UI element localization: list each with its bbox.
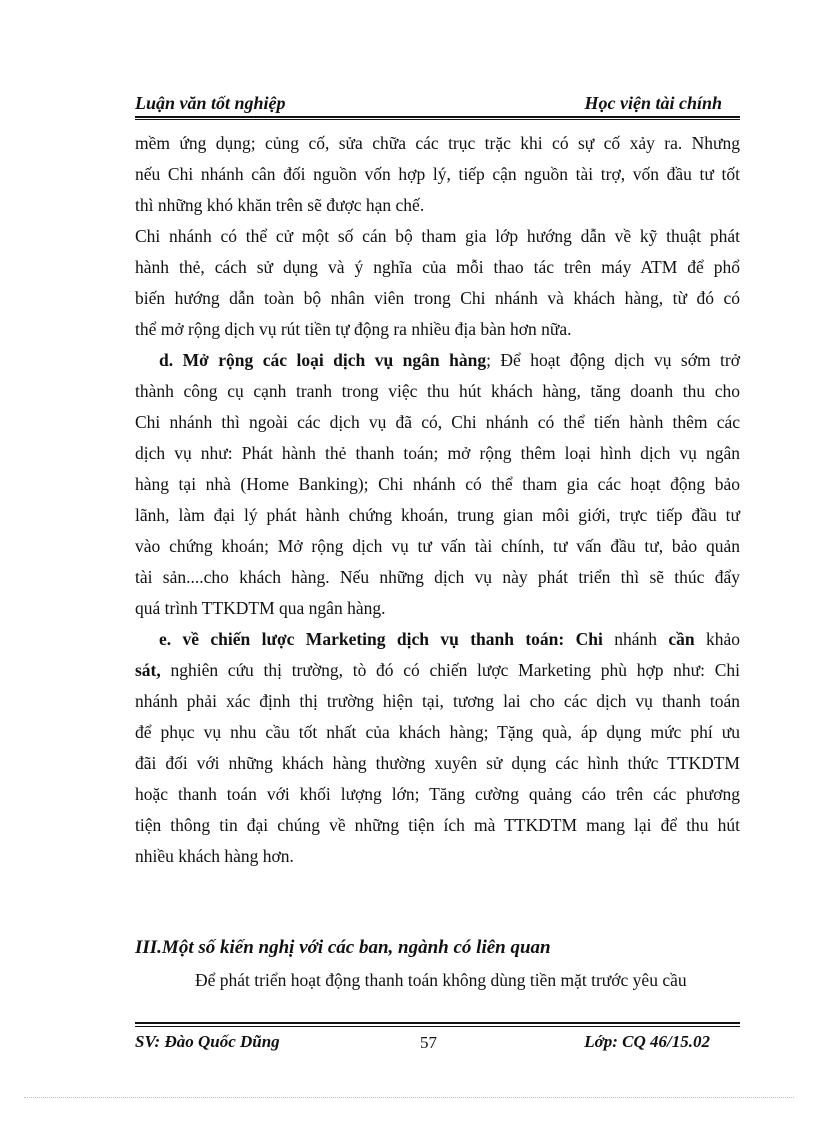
page-header (135, 93, 740, 117)
text-line: hoặc thanh toán với khối lượng lớn; Tăng cường quảng cáo trên các phương (135, 784, 740, 804)
footer-class: Lớp: CQ 46/15.02 (584, 1032, 710, 1051)
text-line: đãi đối với những khách hàng thường xuyên sử dụng các hình thức TTKDTM (135, 753, 740, 773)
section-heading: III.Một số kiến nghị với các ban, ngành có liên quan (135, 937, 551, 958)
text-line: tiện thông tin đại chúng về những tiện ích mà TTKDTM mang lại để thu hút (135, 815, 740, 835)
text-line: thể mở rộng dịch vụ rút tiền tự động ra nhiều địa bàn hơn nữa. (135, 319, 572, 339)
text-line: nếu Chi nhánh cân đối nguồn vốn hợp lý, tiếp cận nguồn tài trợ, vốn đầu tư tốt (135, 164, 740, 184)
text-fragment-bold: cần (668, 629, 695, 649)
text-line: thành công cụ cạnh tranh trong việc thu hút khách hàng, tăng doanh thu cho (135, 381, 740, 401)
text-line: Chi nhánh thì ngoài các dịch vụ đã có, Chi nhánh có thể tiến hành thêm các (135, 412, 740, 432)
header-institution: Học viện tài chính (584, 93, 722, 113)
text-line: Chi nhánh có thể cử một số cán bộ tham gia lớp hướng dẫn về kỹ thuật phát (135, 226, 740, 246)
text-line: dịch vụ như: Phát hành thẻ thanh toán; mở rộng thêm loại hình dịch vụ ngân (135, 443, 740, 463)
footer-rule-thin (135, 1026, 740, 1027)
footer-rule-thick (135, 1022, 740, 1024)
subsection-heading-d: d. Mở rộng các loại dịch vụ ngân hàng (159, 350, 487, 370)
text-line: hành thẻ, cách sử dụng và ý nghĩa của mỗi thao tác trên máy ATM để phổ (135, 257, 740, 277)
text-line: biến hướng dẫn toàn bộ nhân viên trong Chi nhánh và khách hàng, từ đó có (135, 288, 740, 308)
text-fragment: nghiên cứu thị trường, tò đó có chiến lược Marketing phù hợp như: Chi (160, 660, 740, 680)
text-fragment: ; Để hoạt động dịch vụ sớm trở (486, 350, 740, 370)
text-line: vào chứng khoán; Mở rộng dịch vụ tư vấn tài chính, tư vấn đầu tư, bảo quản (135, 536, 740, 556)
text-fragment: khảo (694, 629, 740, 649)
text-line: để phục vụ nhu cầu tốt nhất của khách hàng; Tặng quà, áp dụng mức phí ưu (135, 722, 740, 742)
text-line: nhánh phải xác định thị trường hiện tại, tương lai cho các dịch vụ thanh toán (135, 691, 740, 711)
body-text (135, 128, 740, 872)
page-number: 57 (420, 1033, 437, 1052)
text-line: thì những khó khăn trên sẽ được hạn chế. (135, 195, 425, 215)
text-line: mềm ứng dụng; củng cố, sửa chữa các trục trặc khi có sự cố xảy ra. Nhưng (135, 133, 740, 153)
header-rule-thin (135, 119, 740, 120)
header-thesis-title: Luận văn tốt nghiệp (135, 93, 286, 113)
footer-student-name: SV: Đào Quốc Dũng (135, 1032, 280, 1051)
text-line: quá trình TTKDTM qua ngân hàng. (135, 598, 386, 618)
subsection-heading-e: e. về chiến lược Marketing dịch vụ thanh toán: Chi (159, 629, 603, 649)
text-line (135, 624, 740, 655)
page-border-dotted (24, 1097, 794, 1098)
text-line (135, 345, 740, 376)
text-line: lãnh, làm đại lý phát hành chứng khoán, trung gian môi giới, trực tiếp đầu tư (135, 505, 740, 525)
text-fragment: nhánh (602, 629, 669, 649)
text-line (135, 655, 740, 686)
text-line: hàng tại nhà (Home Banking); Chi nhánh có thể tham gia các hoạt động bảo (135, 474, 740, 494)
text-line: nhiều khách hàng hơn. (135, 846, 294, 866)
text-fragment-bold: sát, (135, 660, 161, 680)
header-rule-thick (135, 116, 740, 118)
text-line: tài sản....cho khách hàng. Nếu những dịch vụ này phát triển thì sẽ thúc đẩy (135, 567, 740, 587)
section-first-line: Để phát triển hoạt động thanh toán không dùng tiền mặt trước yêu cầu (195, 970, 687, 990)
page-footer (135, 1032, 740, 1056)
